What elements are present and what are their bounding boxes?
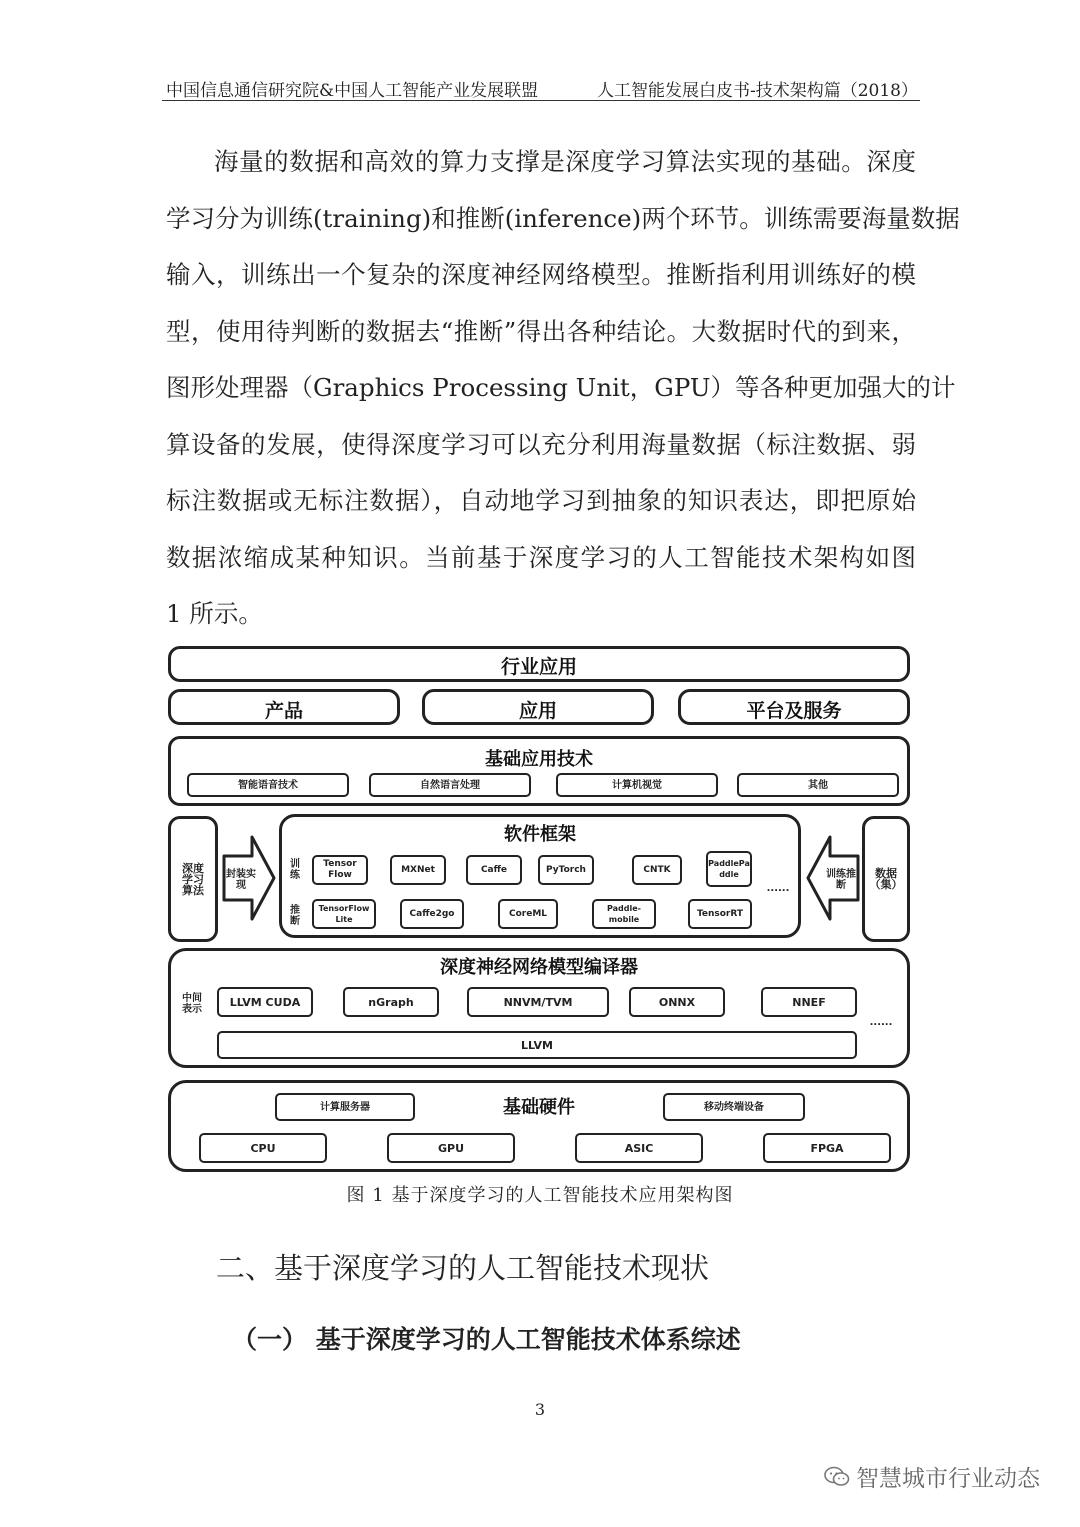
train-item: PyTorch — [538, 855, 594, 885]
compiler-title: 深度神经网络模型编译器 — [440, 957, 638, 978]
llvm-box: LLVM — [217, 1031, 857, 1059]
header-rule — [162, 100, 920, 101]
compiler-box — [168, 948, 910, 1068]
train-item: Caffe — [466, 855, 522, 885]
framework-box — [279, 814, 801, 938]
subsection-heading: （一） 基于深度学习的人工智能技术体系综述 — [232, 1325, 741, 1354]
application-label: 应用 — [518, 700, 557, 722]
application-box — [422, 689, 654, 725]
basic-tech-item: 自然语言处理 — [369, 773, 531, 797]
page-number: 3 — [534, 1400, 546, 1419]
hardware-item: FPGA — [763, 1133, 891, 1163]
infer-item: Caffe2go — [400, 899, 464, 929]
train-infer-label: 训练推断 — [826, 869, 856, 891]
body-line: 图形处理器（Graphics Processing Unit，GPU）等各种更加强大的计 — [166, 373, 956, 402]
body-line: 型，使用待判断的数据去“推断”得出各种结论。大数据时代的到来， — [166, 316, 916, 346]
train-item: MXNet — [390, 855, 446, 885]
compiler-more: ...... — [869, 1016, 893, 1028]
hardware-item: GPU — [387, 1133, 515, 1163]
body-line: 海量的数据和高效的算力支撑是深度学习算法实现的基础。深度 — [214, 147, 916, 176]
figure-caption: 图 1 基于深度学习的人工智能技术应用架构图 — [346, 1185, 734, 1206]
basic-tech-box — [168, 736, 910, 806]
body-line: 学习分为训练(training)和推断(inference)两个环节。训练需要海量数据 — [166, 203, 960, 233]
basic-tech-item: 计算机视觉 — [556, 773, 718, 797]
algorithm-box: 深度学习算法 — [168, 816, 218, 942]
basic-tech-item: 其他 — [737, 773, 899, 797]
wechat-icon — [824, 1466, 850, 1488]
hardware-title: 基础硬件 — [503, 1097, 575, 1118]
infer-item: TensorRT — [688, 899, 752, 929]
body-paragraph — [166, 134, 960, 643]
architecture-diagram — [166, 644, 914, 1174]
compiler-item: ONNX — [629, 987, 725, 1017]
platform-label: 平台及服务 — [746, 700, 842, 722]
train-label: 训练 — [290, 859, 300, 881]
header-right: 人工智能发展白皮书-技术架构篇（2018） — [596, 81, 918, 101]
hardware-box — [168, 1080, 910, 1172]
watermark — [824, 1460, 1040, 1493]
body-line: 算设备的发展，使得深度学习可以充分利用海量数据（标注数据、弱 — [166, 429, 916, 459]
compiler-item: NNVM/TVM — [467, 987, 609, 1017]
basic-tech-title: 基础应用技术 — [485, 749, 593, 770]
hardware-top-item: 移动终端设备 — [663, 1093, 805, 1121]
dataset-box: 数据（集） — [862, 816, 910, 942]
watermark-text: 智慧城市行业动态 — [856, 1466, 1040, 1492]
train-item: PaddlePaddle — [706, 851, 752, 887]
framework-more: ...... — [766, 882, 790, 894]
body-line: 1 所示。 — [166, 599, 263, 628]
compiler-item: nGraph — [343, 987, 439, 1017]
encapsulate-label: 封装实现 — [226, 869, 256, 891]
train-item: CNTK — [632, 855, 682, 885]
industry-box — [168, 646, 910, 682]
product-box — [168, 689, 400, 725]
basic-tech-item: 智能语音技术 — [187, 773, 349, 797]
compiler-item: LLVM CUDA — [217, 987, 313, 1017]
product-label: 产品 — [264, 700, 303, 722]
body-line: 输入，训练出一个复杂的深度神经网络模型。推断指利用训练好的模 — [166, 260, 916, 289]
hardware-item: CPU — [199, 1133, 327, 1163]
section-heading: 二、基于深度学习的人工智能技术现状 — [216, 1251, 710, 1285]
framework-title: 软件框架 — [504, 824, 576, 845]
infer-item: TensorFlow Lite — [312, 899, 376, 929]
industry-label: 行业应用 — [500, 656, 577, 678]
platform-box — [678, 689, 910, 725]
body-line: 标注数据或无标注数据），自动地学习到抽象的知识表达，即把原始 — [166, 486, 916, 515]
body-line: 数据浓缩成某种知识。当前基于深度学习的人工智能技术架构如图 — [166, 542, 916, 572]
header-left: 中国信息通信研究院&中国人工智能产业发展联盟 — [166, 81, 539, 101]
infer-item: Paddle-mobile — [592, 899, 656, 929]
infer-label: 推断 — [290, 905, 300, 927]
compiler-item: NNEF — [761, 987, 857, 1017]
train-item: Tensor Flow — [312, 855, 368, 885]
infer-item: CoreML — [498, 899, 558, 929]
hardware-item: ASIC — [575, 1133, 703, 1163]
hardware-top-item: 计算服务器 — [275, 1093, 415, 1121]
ir-label: 中间表示 — [182, 993, 202, 1015]
